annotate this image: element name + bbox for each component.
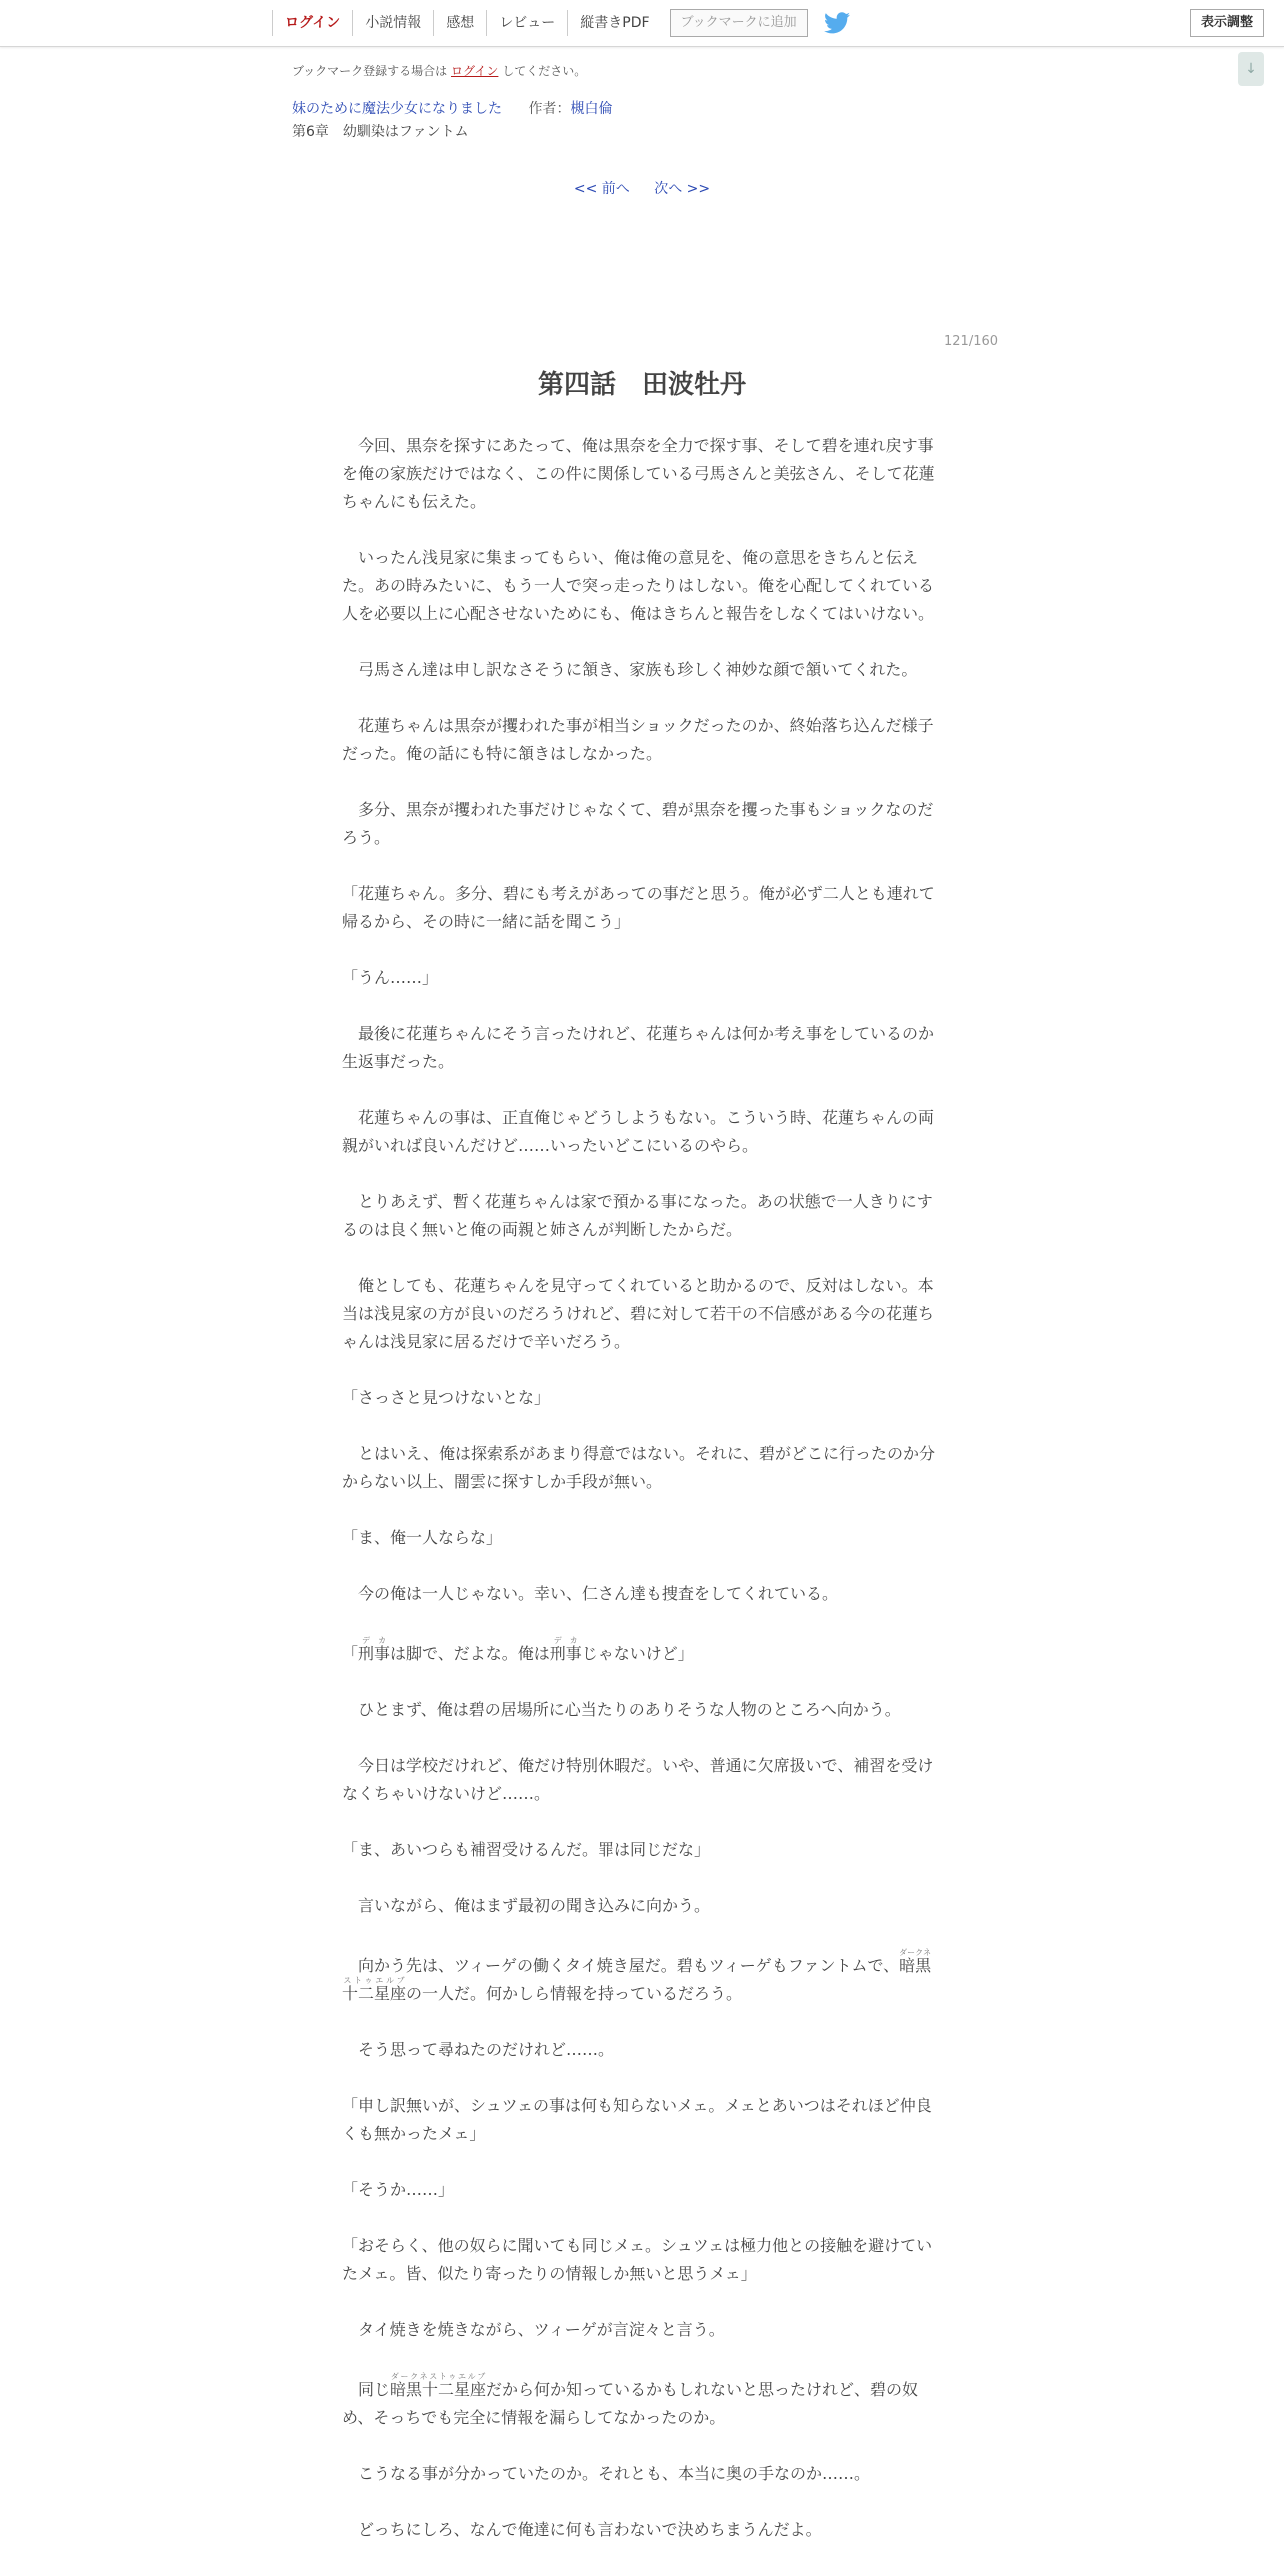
paragraph-part: は脚で、だよな。俺は	[390, 1644, 550, 1663]
paragraph-part: じゃないけど」	[581, 1644, 694, 1663]
paragraph: 「申し訳無いが、シュツェの事は何も知らないメェ。メェとあいつはそれほど仲良くも無かったメェ」	[342, 2096, 932, 2143]
add-bookmark-button[interactable]: ブックマークに追加	[670, 9, 808, 37]
bookmark-note-suffix: してください。	[502, 64, 587, 78]
arrow-down-icon: ↓	[1245, 61, 1257, 77]
paragraph: 俺としても、花蓮ちゃんを見守ってくれていると助かるので、反対はしない。本当は浅見家の方が良いのだろうけれど、碧に対して若干の不信感がある今の花蓮ちゃんは浅見家に居るだけで辛いだろう。	[342, 1276, 935, 1351]
paragraph: 「ま、俺一人ならな」	[342, 1528, 503, 1547]
bookmark-note-login-link[interactable]: ログイン	[451, 64, 499, 78]
paragraph-part: の一人だ。何かしら情報を持っているだろう。	[406, 1984, 743, 2003]
pager	[0, 178, 1284, 198]
paragraph-part: 同じ	[342, 2380, 391, 2399]
ruby-reading: デカ	[549, 1636, 582, 1645]
ruby-base: 刑事	[549, 1644, 582, 1663]
ruby-reading: ダークネストゥエルブ	[390, 2372, 487, 2381]
paragraph: 花蓮ちゃんは黒奈が攫われた事が相当ショックだったのか、終始落ち込んだ様子だった。俺の話にも特に頷きはしなかった。	[342, 716, 934, 763]
paragraph-with-ruby	[342, 1636, 942, 1668]
paragraph: 弓馬さん達は申し訳なさそうに頷き、家族も珍しく神妙な顔で頷いてくれた。	[342, 660, 918, 679]
paragraph: 「おそらく、他の奴らに聞いても同じメェ。シュツェは極力他との接触を避けていたメェ。皆、似たり寄ったりの情報しか無いと思うメェ」	[342, 2236, 933, 2283]
author-link[interactable]: 槻白倫	[570, 101, 613, 117]
nav-review-link[interactable]: レビュー	[486, 10, 567, 36]
paragraph: 「そうか……」	[342, 2180, 455, 2199]
twitter-icon[interactable]	[824, 12, 850, 34]
episode-title: 第四話 田波牡丹	[537, 370, 746, 400]
paragraph: そう思って尋ねたのだけれど……。	[342, 2040, 615, 2059]
prev-page-link[interactable]: << 前へ	[573, 181, 630, 197]
author-label: 作者：	[528, 101, 571, 117]
paragraph: とはいえ、俺は探索系があまり得意ではない。それに、碧がどこに行ったのか分からない以上、闇雲に探すしか手段が無い。	[342, 1444, 935, 1491]
ruby-base: 刑事	[358, 1644, 391, 1663]
novel-body	[342, 432, 942, 2572]
paragraph-part: だから何か知っているかもしれないと思ったけれど、碧の奴め、そっちでも完全に情報を漏らしてなかったのか。	[342, 2380, 919, 2427]
paragraph: 言いながら、俺はまず最初の聞き込みに向かう。	[342, 1896, 711, 1915]
paragraph: 今日は学校だけれど、俺だけ特別休暇だ。いや、普通に欠席扱いで、補習を受けなくちゃいけないけど……。	[342, 1756, 934, 1803]
paragraph: 「ま、あいつらも補習受けるんだ。罪は同じだな」	[342, 1840, 711, 1859]
paragraph: 最後に花蓮ちゃんにそう言ったけれど、花蓮ちゃんは何か考え事をしているのか生返事だった。	[342, 1024, 935, 1071]
paragraph: とりあえず、暫く花蓮ちゃんは家で預かる事になった。あの状態で一人きりにするのは良く無いと俺の両親と姉さんが判断したからだ。	[342, 1192, 933, 1239]
paragraph-with-ruby	[342, 2372, 942, 2432]
paragraph-with-ruby	[342, 1948, 942, 2008]
paragraph: 多分、黒奈が攫われた事だけじゃなくて、碧が黒奈を攫った事もショックなのだろう。	[342, 800, 934, 847]
paragraph: 「花蓮ちゃん。多分、碧にも考えがあっての事だと思う。俺が必ず二人とも連れて帰るから、その時に一緒に話を聞こう」	[342, 884, 935, 931]
novel-title-link[interactable]: 妹のために魔法少女になりました	[292, 101, 502, 117]
paragraph: 花蓮ちゃんの事は、正直俺じゃどうしようもない。こういう時、花蓮ちゃんの両親がいれば良いんだけど……いったいどこにいるのやら。	[342, 1108, 935, 1155]
next-page-link[interactable]: 次へ >>	[654, 181, 711, 197]
ruby-reading: デカ	[358, 1636, 391, 1645]
novel-info	[292, 98, 612, 118]
nav-menu	[272, 9, 850, 37]
paragraph: 「さっさと見つけないとな」	[342, 1388, 551, 1407]
bookmark-login-note	[292, 62, 586, 79]
scroll-down-tab[interactable]	[1238, 52, 1264, 86]
paragraph-part: 向かう先は、ツィーゲの働くタイ焼き屋だ。碧もツィーゲもファントムで、	[342, 1956, 900, 1975]
paragraph: 「うん……」	[342, 968, 439, 987]
nav-novel-info-link[interactable]: 小説情報	[352, 10, 433, 36]
ruby-keiji	[549, 1636, 582, 1663]
paragraph: こうなる事が分かっていたのか。それとも、本当に奥の手なのか……。	[342, 2464, 871, 2483]
ruby-deka	[358, 1636, 391, 1663]
paragraph: どっちにしろ、なんで俺達に何も言わないで決めちまうんだよ。	[342, 2520, 822, 2539]
nav-vertical-pdf-link[interactable]: 縦書きPDF	[567, 10, 661, 36]
chapter-title: 第6章 幼馴染はファントム	[292, 124, 469, 140]
paragraph-part: 「	[342, 1644, 359, 1663]
paragraph: 今回、黒奈を探すにあたって、俺は黒奈を全力で探す事、そして碧を連れ戻す事を俺の家族だけではなく、この件に関係している弓馬さんと美弦さん、そして花蓮ちゃんにも伝えた。	[342, 436, 935, 511]
top-navigation-bar	[0, 0, 1284, 47]
nav-login-link[interactable]: ログイン	[272, 10, 352, 36]
ruby-base: 暗黒十二星座	[390, 2380, 487, 2399]
paragraph: 今の俺は一人じゃない。幸い、仁さん達も捜査をしてくれている。	[342, 1584, 839, 1603]
display-settings-button[interactable]: 表示調整	[1190, 9, 1264, 37]
bookmark-note-prefix: ブックマーク登録する場合は	[292, 64, 448, 78]
ruby-reading: ダークネストゥエルブ	[342, 1948, 932, 1985]
ruby-base: 暗黒十二星座	[342, 1956, 932, 2003]
paragraph: タイ焼きを焼きながら、ツィーゲが言淀々と言う。	[342, 2320, 725, 2339]
ruby-zodiac	[390, 2372, 487, 2399]
paragraph: いったん浅見家に集まってもらい、俺は俺の意見を、俺の意思をきちんと伝えた。あの時みたいに、もう一人で突っ走ったりはしない。俺を心配してくれている人を必要以上に心配させないためにも、俺はきちんと報告をしなくてはいけない。	[342, 548, 935, 623]
nav-impressions-link[interactable]: 感想	[433, 10, 486, 36]
paragraph: ひとまず、俺は碧の居場所に心当たりのありそうな人物のところへ向かう。	[342, 1700, 901, 1719]
page-number: 121/160	[944, 334, 999, 349]
